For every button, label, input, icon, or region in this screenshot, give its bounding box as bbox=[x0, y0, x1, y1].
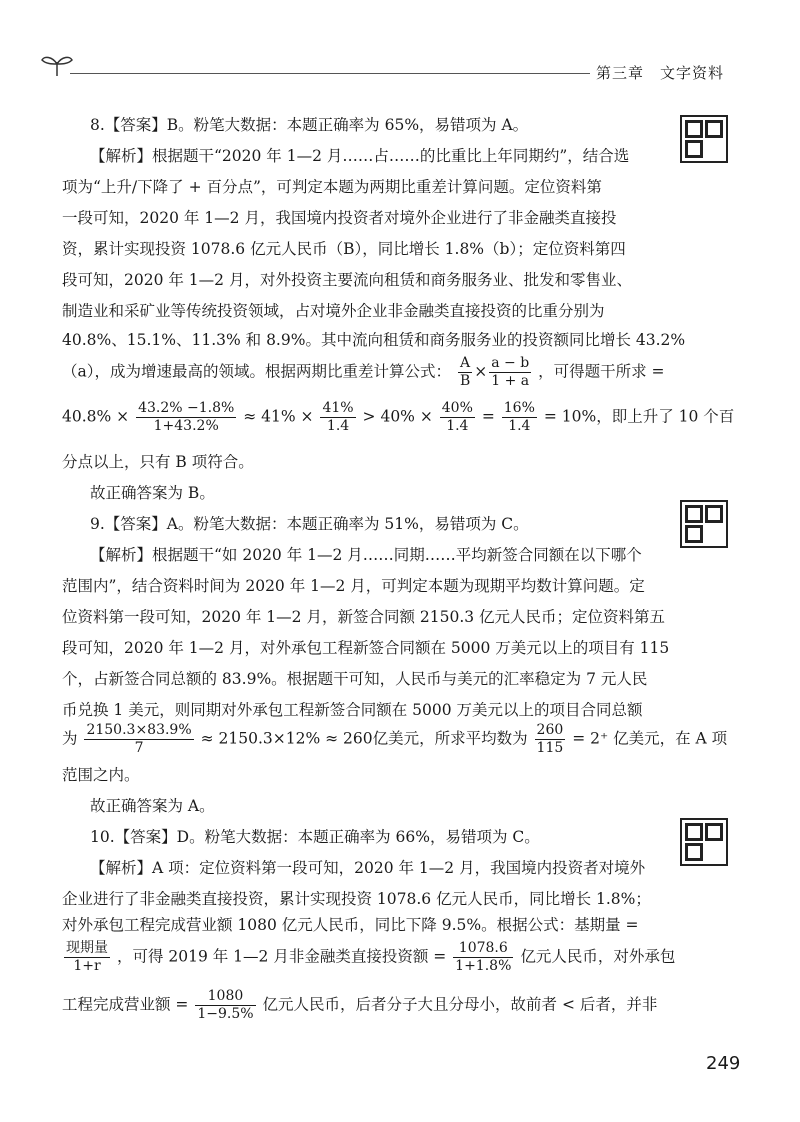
formula-line: （a），成为增速最高的领域。根据两期比重差计算公式： $\frac{A}{B}$ × $\frac{a - b}{1 + a}$ ，可得题干所求 = bbox=[62, 355, 665, 389]
conclusion-9: 故正确答案为 A。 bbox=[90, 797, 215, 815]
analysis-8-line: 40.8%、15.1%、11.3% 和 8.9%。其中流向租赁和商务服务业的投资额同比增长 43.2% bbox=[62, 331, 686, 349]
chapter-title: 第三章 文字资料 bbox=[596, 64, 725, 82]
answer-9: 9.【答案】A。粉笔大数据：本题正确率为 51%，易错项为 C。 bbox=[90, 515, 529, 533]
fraction: $\frac{16\%}{1.4}$ bbox=[503, 400, 535, 434]
analysis-8-line: 制造业和采矿业等传统投资领域，占对境外企业非金融类直接投资的比重分别为 bbox=[62, 302, 605, 320]
qr-code-icon[interactable] bbox=[680, 500, 728, 548]
analysis-8-line: 段可知，2020 年 1—2 月，对外投资主要流向租赁和商务服务业、批发和零售业、 bbox=[62, 271, 632, 289]
fraction: $\frac{43.2\% -1.8\%}{1+43.2\%}$ bbox=[138, 400, 235, 434]
fraction: $\frac{\text{现期量}}{1+r}$ bbox=[66, 940, 108, 974]
fraction: $\frac{1078.6}{1+1.8\%}$ bbox=[455, 940, 512, 974]
analysis-9-line: 范围内”，结合资料时间为 2020 年 1—2 月，可判定本题为现期平均数计算问题。定 bbox=[62, 577, 645, 595]
analysis-10-line: 【解析】A 项：定位资料第一段可知，2020 年 1—2 月，我国境内投资者对境外 bbox=[90, 859, 646, 877]
formula-line: 为 $\frac{2150.3\times 83.9\%}{7}$ ≈ 2150.3×12% ≈ 260亿美元，所求平均数为 $\frac{260}{115}$ = 2⁺ 亿美元，在 A 项 bbox=[62, 722, 728, 756]
fraction: $\frac{40\%}{1.4}$ bbox=[441, 400, 473, 434]
analysis-9-line: 个，占新签合同总额的 83.9%。根据题干可知，人民币与美元的汇率稳定为 7 元人民 bbox=[62, 670, 648, 688]
analysis-8-line: 项为“上升/下降了 + 百分点”，可判定本题为两期比重差计算问题。定位资料第 bbox=[62, 178, 602, 196]
text-line: 范围之内。 bbox=[62, 766, 140, 784]
conclusion-8: 故正确答案为 B。 bbox=[90, 484, 215, 502]
fraction: $\frac{a - b}{1 + a}$ bbox=[491, 355, 530, 389]
analysis-8-line: 资，累计实现投资 1078.6 亿元人民币（B），同比增长 1.8%（b）；定位资料第四 bbox=[62, 240, 626, 258]
qr-code-icon[interactable] bbox=[680, 115, 728, 163]
analysis-9-line: 位资料第一段可知，2020 年 1—2 月，新签合同额 2150.3 亿元人民币；定位资料第五 bbox=[62, 608, 666, 626]
header-rule bbox=[70, 73, 590, 74]
fraction: $\frac{260}{115}$ bbox=[536, 722, 564, 756]
analysis-10-line: 对外承包工程完成营业额 1080 亿元人民币，同比下降 9.5%。根据公式：基期量 = bbox=[62, 916, 639, 934]
analysis-9-line: 段可知，2020 年 1—2 月，对外承包工程新签合同额在 5000 万美元以上的项目有 115 bbox=[62, 639, 670, 657]
analysis-8-line: 【解析】根据题干“2020 年 1—2 月……占……的比重比上年同期约”，结合选 bbox=[90, 147, 630, 165]
sprout-icon bbox=[40, 52, 74, 78]
page-number: 249 bbox=[706, 1053, 741, 1074]
formula-line: $\frac{\text{现期量}}{1+r}$ ，可得 2019 年 1—2 月非金融类直接投资额 = $\frac{1078.6}{1+1.8\%}$ 亿元人民币，对外承包 bbox=[66, 940, 676, 974]
fraction: $\frac{41\%}{1.4}$ bbox=[322, 400, 354, 434]
fraction: $\frac{A}{B}$ bbox=[459, 355, 471, 389]
analysis-9-line: 币兑换 1 美元，则同期对外承包工程新签合同额在 5000 万美元以上的项目合同总额 bbox=[62, 701, 643, 719]
formula-line: 工程完成营业额 = $\frac{1080}{1-9.5\%}$ 亿元人民币，后者分子大且分母小，故前者 < 后者，并非 bbox=[62, 988, 658, 1022]
text-line: 分点以上，只有 B 项符合。 bbox=[62, 453, 254, 471]
fraction: $\frac{2150.3\times 83.9\%}{7}$ bbox=[86, 722, 192, 756]
analysis-8-line: 一段可知，2020 年 1—2 月，我国境内投资者对境外企业进行了非金融类直接投 bbox=[62, 209, 617, 227]
analysis-10-line: 企业进行了非金融类直接投资，累计实现投资 1078.6 亿元人民币，同比增长 1.8%； bbox=[62, 890, 651, 908]
analysis-9-line: 【解析】根据题干“如 2020 年 1—2 月……同期……平均新签合同额在以下哪个 bbox=[90, 546, 642, 564]
answer-8: 8.【答案】B。粉笔大数据：本题正确率为 65%，易错项为 A。 bbox=[90, 116, 529, 134]
answer-10: 10.【答案】D。粉笔大数据：本题正确率为 66%，易错项为 C。 bbox=[90, 828, 540, 846]
qr-code-icon[interactable] bbox=[680, 818, 728, 866]
formula-line: 40.8% × $\frac{43.2\% -1.8\%}{1+43.2\%}$ ≈ 41% × $\frac{41\%}{1.4}$ > 40% × $\frac{40\%}{1.4}$ = $\frac{16\%}{1.4}$ = 10%，即上升了 10 个百 bbox=[62, 400, 735, 434]
fraction: $\frac{1080}{1-9.5\%}$ bbox=[197, 988, 254, 1022]
